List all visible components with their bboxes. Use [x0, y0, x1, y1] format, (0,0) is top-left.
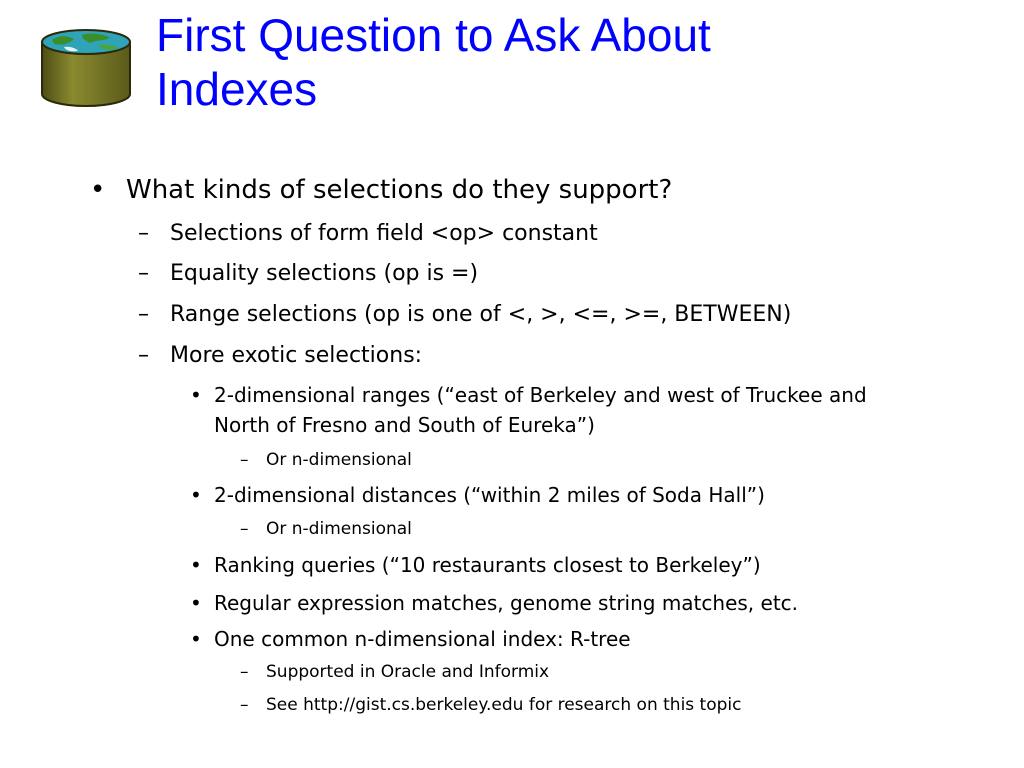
dash-marker: – — [240, 450, 249, 470]
bullet-marker: • — [190, 627, 202, 651]
bullet-text: Or n-dimensional — [266, 519, 412, 539]
bullet-marker: • — [190, 383, 202, 407]
bullet-text: Selections of form field <op> constant — [170, 221, 598, 246]
bullet-marker: • — [190, 483, 202, 507]
dash-marker: – — [138, 261, 149, 286]
bullet-text: What kinds of selections do they support? — [126, 175, 673, 205]
bullet-text: Equality selections (op is =) — [170, 261, 479, 286]
bullet-text: Or n-dimensional — [266, 450, 412, 470]
bullet-text: Regular expression matches, genome string matches, etc. — [214, 591, 799, 615]
dash-marker: – — [138, 221, 149, 246]
dash-marker: – — [138, 302, 149, 327]
dash-marker: – — [240, 662, 249, 682]
bullet-text: See http://gist.cs.berkeley.edu for research on this topic — [266, 695, 742, 715]
bullet-text: More exotic selections: — [170, 343, 423, 368]
bullet-text: 2-dimensional distances (“within 2 miles of Soda Hall”) — [214, 483, 765, 507]
dash-marker: – — [240, 519, 249, 539]
bullet-text: Supported in Oracle and Informix — [266, 662, 550, 682]
bullet-text: 2-dimensional ranges (“east of Berkeley and west of Truckee and North of Fresno and South of Eureka”) — [214, 383, 867, 437]
dash-marker: – — [138, 343, 149, 368]
bullet-marker: • — [190, 553, 202, 577]
slide-title-line-2: Indexes — [156, 63, 318, 115]
slide-title-line-1: First Question to Ask About — [156, 9, 711, 61]
bullet-marker: • — [190, 591, 202, 615]
bullet-text: Range selections (op is one of <, >, <=, >=, BETWEEN) — [170, 302, 792, 327]
bullet-text: One common n-dimensional index: R-tree — [214, 627, 631, 651]
bullet-text: Ranking queries (“10 restaurants closest to Berkeley”) — [214, 553, 761, 577]
dash-marker: – — [240, 695, 249, 715]
bullet-marker: • — [90, 175, 106, 205]
